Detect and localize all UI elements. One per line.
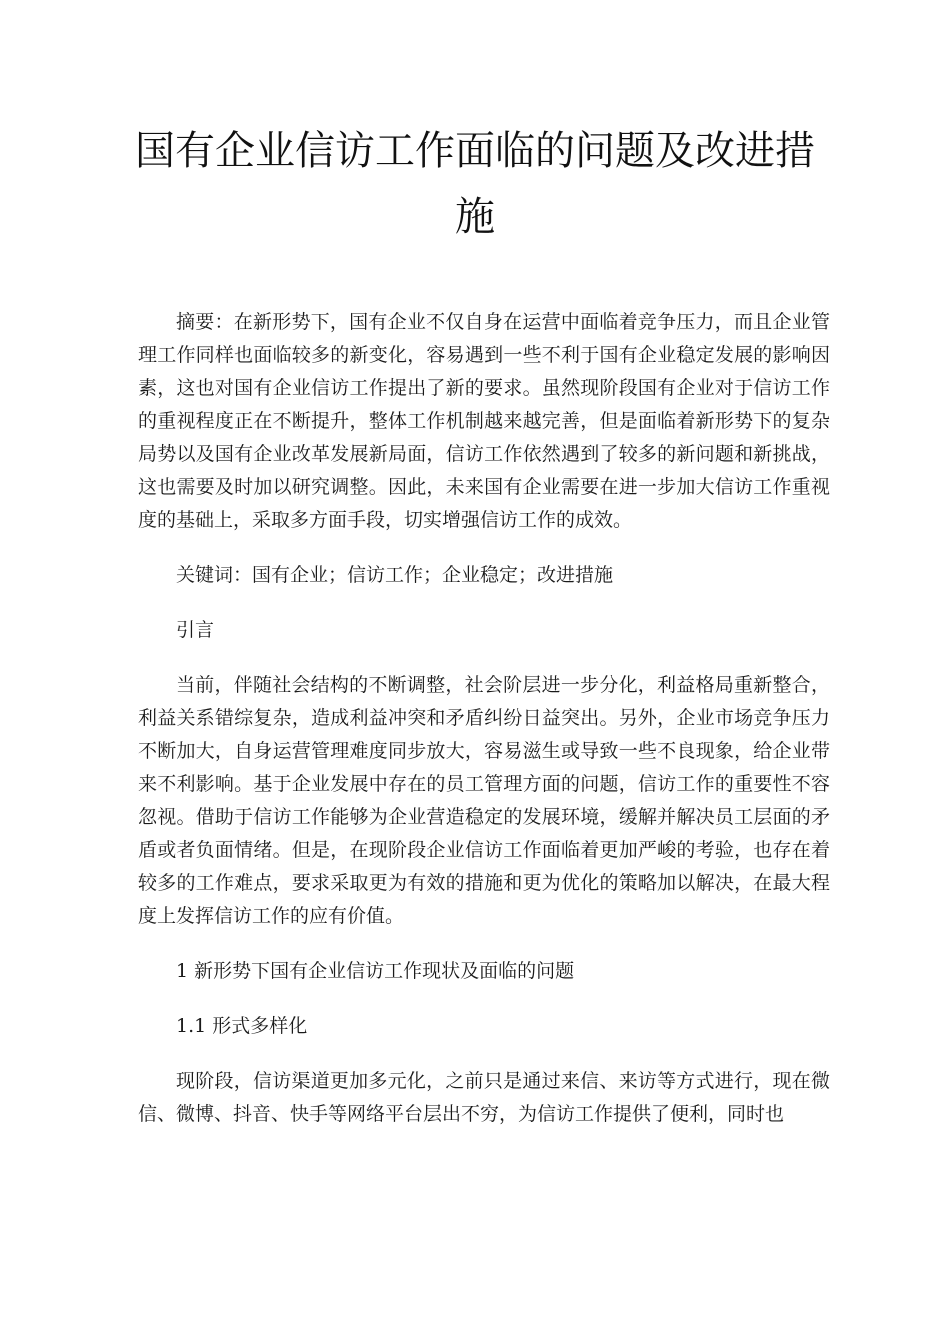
- abstract-paragraph: 摘要：在新形势下，国有企业不仅自身在运营中面临着竞争压力，而且企业管理工作同样也面临较多的新变化，容易遇到一些不利于国有企业稳定发展的影响因素，这也对国有企业信访工作提出了新的要求。虽然现阶段国有企业对于信访工作的重视程度正在不断提升，整体工作机制越来越完善，但是面临着新形势下的复杂局势以及国有企业改革发展新局面，信访工作依然遇到了较多的新问题和新挑战，这也需要及时加以研究调整。因此，未来国有企业需要在进一步加大信访工作重视度的基础上，采取多方面手段，切实增强信访工作的成效。: [138, 311, 830, 531]
- document-body: [138, 306, 830, 1153]
- document-title: 国有企业信访工作面临的问题及改进措施: [135, 128, 815, 240]
- section-1-1-paragraph: 现阶段，信访渠道更加多元化，之前只是通过来信、来访等方式进行，现在微信、微博、抖音、快手等网络平台层出不穷，为信访工作提供了便利，同时也: [138, 1070, 830, 1125]
- keywords-line: 关键词：国有企业；信访工作；企业稳定；改进措施: [176, 564, 614, 586]
- section-1-heading: 1 新形势下国有企业信访工作现状及面临的问题: [176, 960, 575, 982]
- section-1-1-heading: 1.1 形式多样化: [176, 1015, 308, 1037]
- intro-paragraph: 当前，伴随社会结构的不断调整，社会阶层进一步分化，利益格局重新整合，利益关系错综复杂，造成利益冲突和矛盾纠纷日益突出。另外，企业市场竞争压力不断加大，自身运营管理难度同步放大，容易滋生或导致一些不良现象，给企业带来不利影响。基于企业发展中存在的员工管理方面的问题，信访工作的重要性不容忽视。借助于信访工作能够为企业营造稳定的发展环境，缓解并解决员工层面的矛盾或者负面情绪。但是，在现阶段企业信访工作面临着更加严峻的考验，也存在着较多的工作难点，要求采取更为有效的措施和更为优化的策略加以解决，在最大程度上发挥信访工作的应有价值。: [138, 674, 830, 927]
- intro-heading: 引言: [176, 619, 215, 641]
